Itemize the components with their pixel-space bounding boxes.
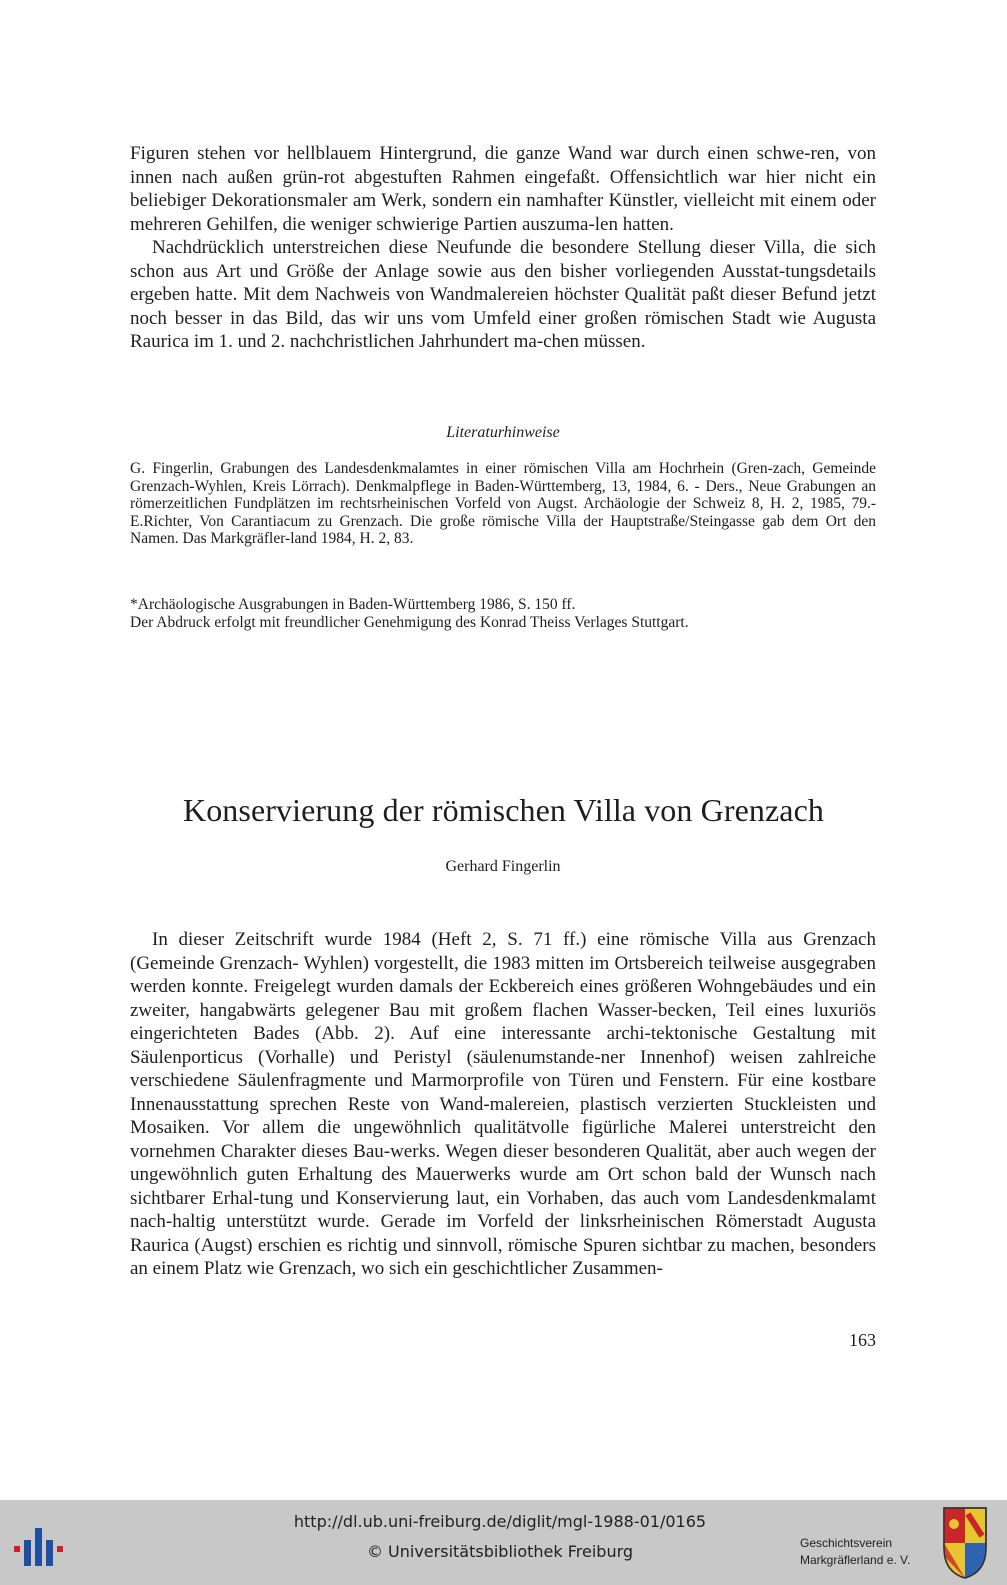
footnote-line: Der Abdruck erfolgt mit freundlicher Genehmigung des Konrad Theiss Verlages Stuttgart. — [130, 613, 689, 631]
footnotes — [130, 596, 876, 631]
article-title: Konservierung der römischen Villa von Grenzach — [183, 792, 824, 828]
document-url-link[interactable]: http://dl.ub.uni-freiburg.de/diglit/mgl-1988-01/0165 — [293, 1512, 707, 1531]
footnote-line: *Archäologische Ausgrabungen in Baden-Württemberg 1986, S. 150 ff. — [130, 596, 576, 613]
article-body — [130, 928, 876, 1281]
article-author: Gerhard Fingerlin — [445, 858, 561, 875]
reference-text: G. Fingerlin, Grabungen des Landesdenkmalamtes in einer römischen Villa am Hochrhein (Gren-zach, Gemeinde Grenzach-Wyhlen, Kreis Lörrach). Denkmalpflege in Baden-Württemberg, 13, 1984, 6. - Ders., Neue Grabungen an römerzeitlichen Fundplätzen im rechtsrheinischen Vorfeld von Augst. Archäologie der Schweiz 8, H. 2, 1985, 79.- E.Richter, Von Carantiacum zu Grenzach. Die große römische Villa der Hauptstraße/Steingasse gab dem Ort den Namen. Das Markgräfler-land 1984, H. 2, 83. — [130, 460, 876, 547]
society-line: Geschichtsverein — [800, 1536, 893, 1550]
paragraph: In dieser Zeitschrift wurde 1984 (Heft 2, S. 71 ff.) eine römische Villa aus Grenzach (Gemeinde Grenzach- Wyhlen) vorgestellt, die 1983 mitten im Ortsbereich teilweise ausgegraben werden konnte. Freigelegt wurden damals der Eckbereich eines größeren Wohngebäudes und ein zweiter, hangabwärts gelegener Bau mit großem flachen Wasser-becken, Teil eines luxuriös eingerichteten Bades (Abb. 2). Auf eine interessante archi-tektonische Gestaltung mit Säulenporticus (Vorhalle) und Peristyl (säulenumstande-ner Innenhof) weisen zahlreiche verschiedene Säulenfragmente und Marmorprofile von Türen und Fenstern. Für eine kostbare Innenausstattung sprechen Reste von Wand-malereien, plastisch verzierten Stuckleisten und Mosaiken. Vor allem die ungewöhnlich qualitätvolle figürliche Malerei unterstreicht den vornehmen Charakter dieses Bau-werks. Wegen dieser besonderen Qualität, aber auch wegen der ungewöhnlich guten Erhaltung des Mauerwerks wurde am Ort schon bald der Wunsch nach sichtbarer Erhal-tung und Konservierung laut, ein Vorhaben, das auch vom Landesdenkmalamt nach-haltig unterstützt wurde. Gerade im Vorfeld der linksrheinischen Römerstadt Augusta Raurica (Augst) erschien es richtig und sinnvoll, römische Spuren sichtbar zu machen, besonders an einem Platz wie Grenzach, wo sich ein geschichtlicher Zusammen- — [130, 929, 876, 1279]
page-number: 163 — [849, 1330, 876, 1350]
paragraph: Figuren stehen vor hellblauem Hintergrund, die ganze Wand war durch einen schwe-ren, von innen nach außen grün-rot abgestuften Rahmen eingefaßt. Offensichtlich war hier nicht ein beliebiger Dekorationsmaler am Werk, sondern ein namhafter Künstler, vielleicht mit einem oder mehreren Gehilfen, die weniger schwierige Partien auszuma-len hatten. — [130, 143, 876, 235]
literature-references — [130, 460, 876, 548]
ub-freiburg-logo-icon — [14, 1522, 68, 1570]
copyright-text: © Universitätsbibliothek Freiburg — [366, 1542, 634, 1561]
footer-bar — [0, 1500, 1007, 1585]
literature-heading: Literaturhinweise — [446, 424, 560, 441]
paragraph: Nachdrücklich unterstreichen diese Neufunde die besondere Stellung dieser Villa, die sich schon aus Art und Größe der Anlage sowie aus den bisher vorliegenden Ausstat-tungsdetails ergeben hatte. Mit dem Nachweis von Wandmalereien höchster Qualität paßt dieser Befund jetzt noch besser in das Bild, das wir uns vom Umfeld einer großen römischen Stadt wie Augusta Raurica im 1. und 2. nachchristlichen Jahrhundert ma-chen müssen. — [130, 237, 876, 352]
society-name — [800, 1535, 935, 1569]
continued-text — [130, 142, 876, 354]
society-line: Markgräflerland e. V. — [800, 1553, 911, 1567]
coat-of-arms-icon — [942, 1506, 988, 1580]
